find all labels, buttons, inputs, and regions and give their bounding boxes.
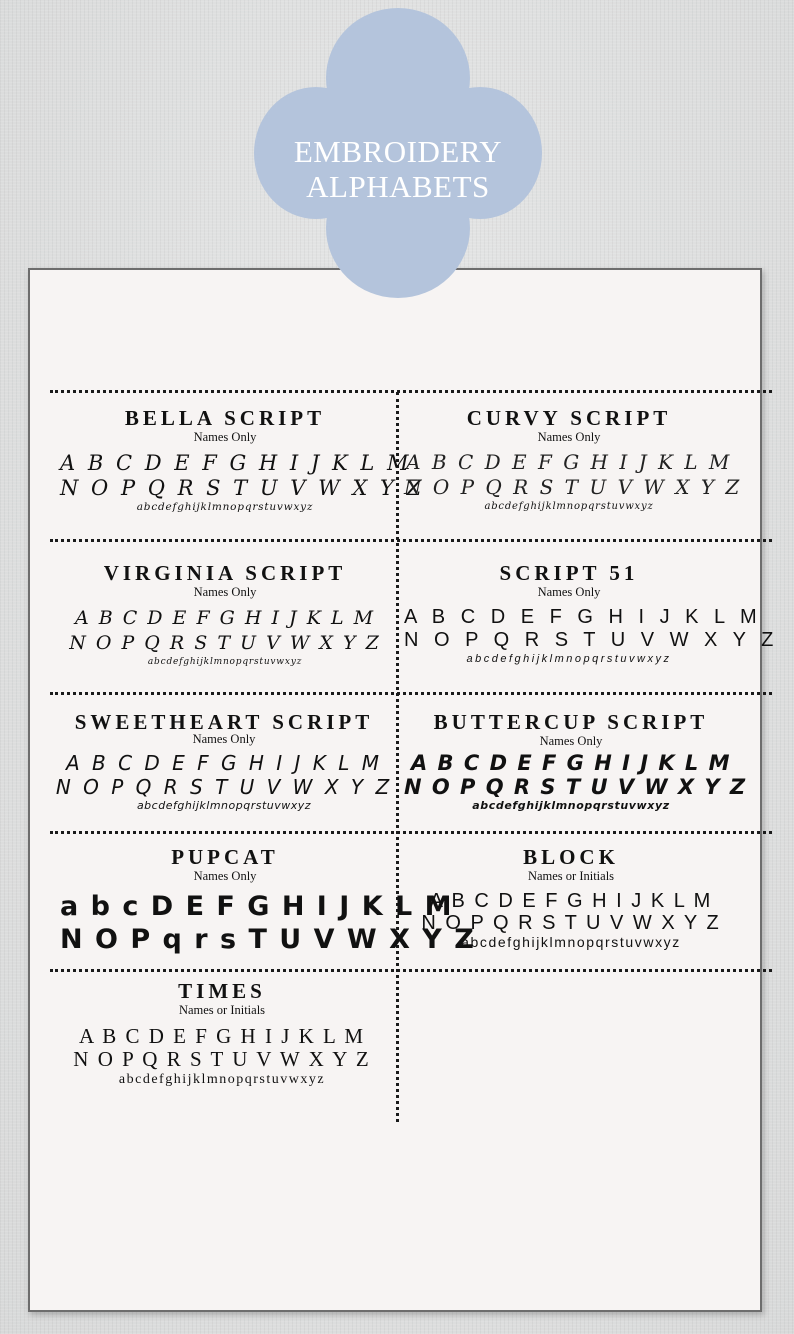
font-name: VIRGINIA SCRIPT [103,561,347,585]
title-line-1: EMBROIDERY [293,134,503,169]
uppercase-row-1: A B C D E F G H I J K L M [404,606,762,628]
font-usage-note: Names Only [193,869,257,883]
divider-row-5 [50,969,772,972]
uppercase-row-1: A B C D E F G H I J K L M [78,1024,366,1048]
uppercase-row-1: A B C D E F G H I J K L M [60,451,412,475]
divider-row-1 [50,390,772,393]
uppercase-row-2: N O P Q R S T U V W X Y Z [404,629,779,651]
font-name: BLOCK [523,845,619,869]
lowercase-row: abcdefghijklmnopqrstuvwxyz [484,501,654,512]
font-usage-note: Names Only [193,585,257,599]
font-usage-note: Names Only [539,734,603,748]
font-sample-virginia-script [60,561,390,669]
lowercase-row: abcdefghijklmnopqrstuvwxyz [118,1072,326,1087]
font-usage-note: Names or Initials [527,869,615,883]
font-usage-note: Names Only [537,430,601,444]
uppercase-row-1: a b c D E F G H I J K L M [60,891,453,922]
font-sample-bella-script [60,406,425,514]
uppercase-row-2: N O P Q R S T U V W X Y Z [404,775,747,799]
title-badge [254,8,542,298]
font-usage-note: Names or Initials [178,1003,266,1017]
font-sample-pupcat [60,845,476,955]
title-line-2: ALPHABETS [306,169,490,204]
lowercase-row: abcdefghijklmnopqrstuvwxyz [472,799,670,812]
uppercase-row-2: N O P Q R S T U V W X Y Z [421,912,721,934]
divider-row-3 [50,692,772,695]
font-sample-curvy-script [404,406,742,513]
font-sample-buttercup-script [404,710,747,813]
uppercase-row-2: N O P Q R S T U V W X Y Z [69,632,381,654]
uppercase-row-1: A B C D E F G H I J K L M [65,751,383,775]
font-usage-note: Names Only [193,430,257,444]
uppercase-row-2: N O P Q R S T U V W X Y Z [55,775,393,799]
font-sample-times [50,979,394,1088]
font-name: BUTTERCUP SCRIPT [433,710,709,734]
lowercase-row: abcdefghijklmnopqrstuvwxyz [136,501,314,513]
uppercase-row-1: A B C D E F G H I J K L M [406,450,732,474]
uppercase-row-2: N O P Q R S T U V W X Y Z [73,1047,371,1071]
lowercase-row: abcdefghijklmnopqrstuvwxyz [461,934,681,950]
lowercase-row: abcdefghijklmnopqrstuvwxyz [466,653,672,665]
uppercase-row-1: A B C D E F G H I J K L M [410,751,731,775]
font-name: BELLA SCRIPT [124,406,326,430]
page-title [254,134,542,204]
divider-row-2 [50,539,772,542]
uppercase-row-2: N O P Q R S T U V W X Y Z [60,476,425,500]
uppercase-row-1: A B C D E F G H I J K L M [74,607,376,629]
font-sample-block [404,845,738,951]
font-name: SWEETHEART SCRIPT [74,710,374,734]
lowercase-row: abcdefghijklmnopqrstuvwxyz [147,657,303,667]
uppercase-row-1: A B C D E F G H I J K L M [429,890,713,912]
lowercase-row: abcdefghijklmnopqrstuvwxyz [136,799,312,812]
uppercase-row-2: N O P q r s T U V W X Y Z [60,924,476,955]
font-usage-note: Names Only [192,732,256,746]
font-usage-note: Names Only [537,585,601,599]
font-name: SCRIPT 51 [499,561,639,585]
font-sample-script-51 [404,561,779,666]
uppercase-row-2: N O P Q R S T U V W X Y Z [404,475,742,499]
font-name: TIMES [178,979,266,1003]
divider-row-4 [50,831,772,834]
font-name: PUPCAT [171,845,279,869]
font-sample-sweetheart-script [52,710,396,813]
divider-column [396,392,399,1122]
font-name: CURVY SCRIPT [466,406,672,430]
